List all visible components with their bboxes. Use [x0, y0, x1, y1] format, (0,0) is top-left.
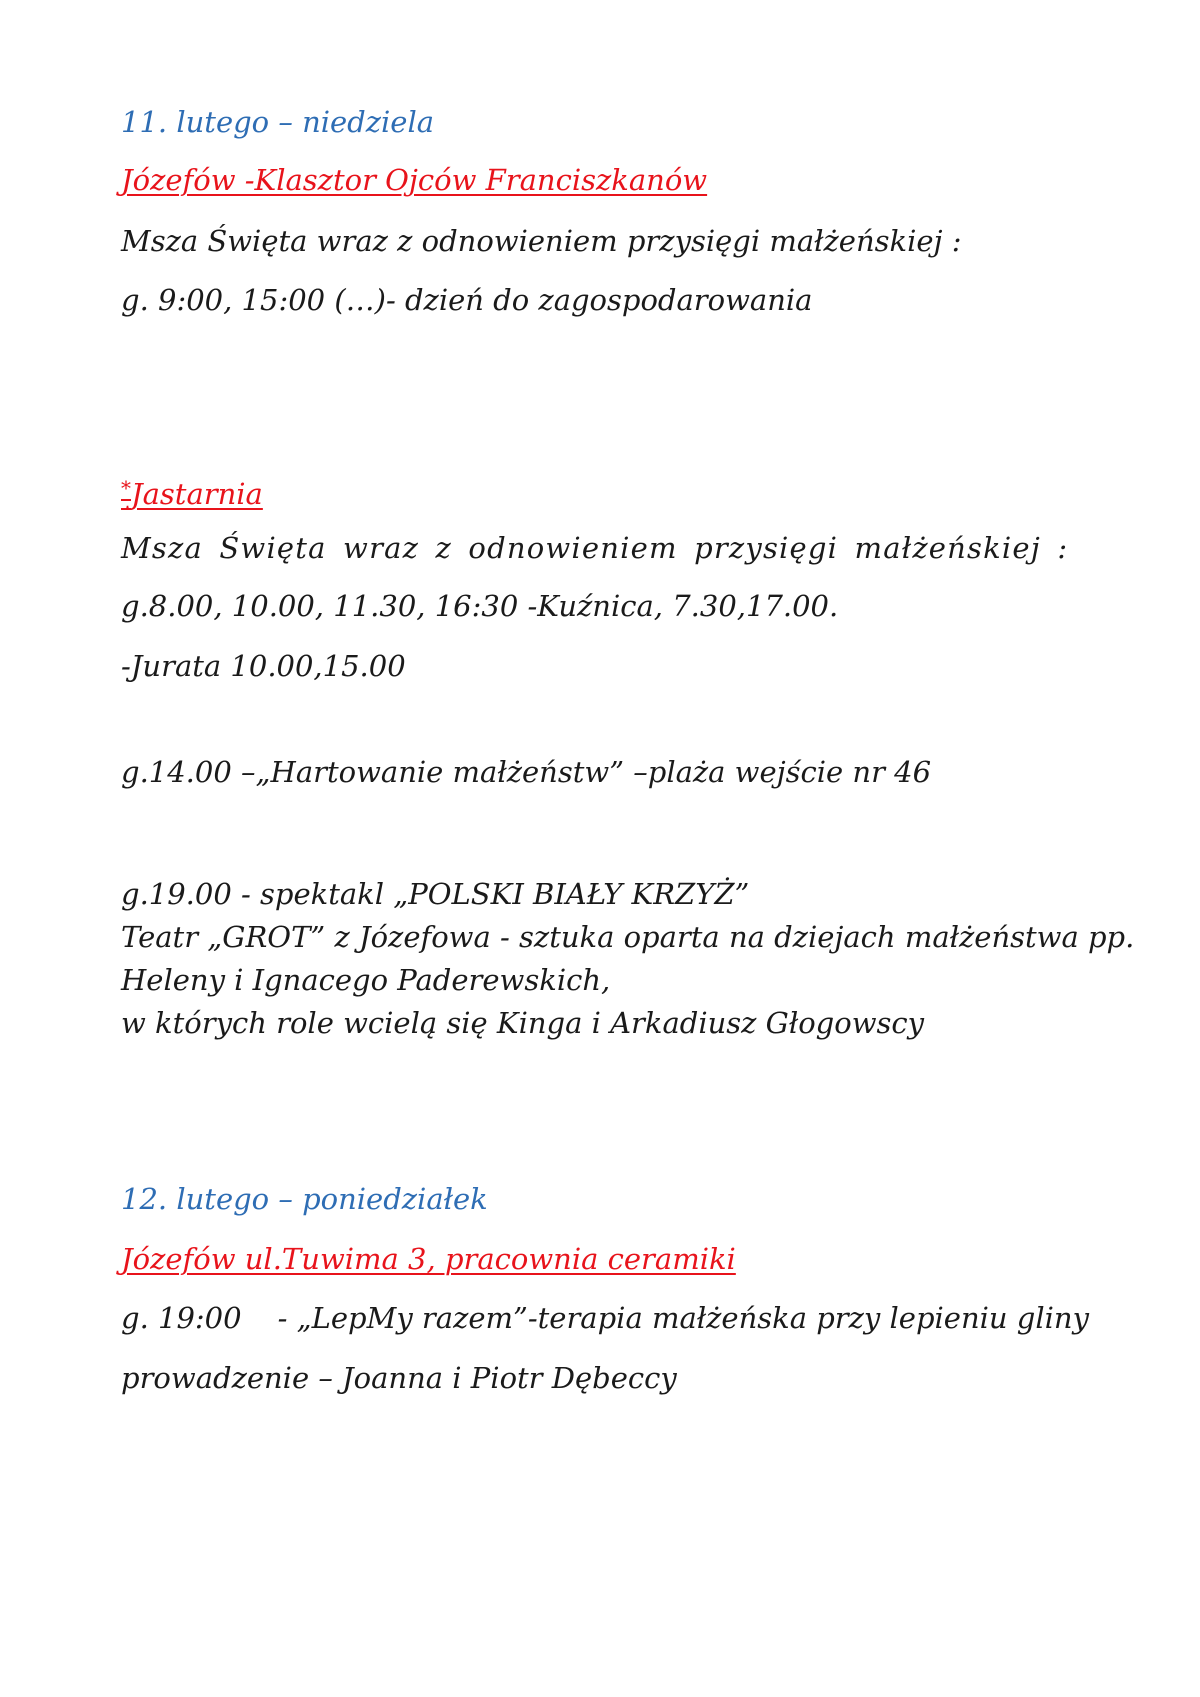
section1-date-heading: 11. lutego – niedziela: [121, 105, 435, 139]
section2-hartowanie-line: g.14.00 –„Hartowanie małżeństw” –plaża wejście nr 46: [121, 755, 932, 789]
section2-spektakl-line: g.19.00 - spektakl „POLSKI BIAŁY KRZYŻ”: [121, 877, 750, 911]
section2-jurata-line: -Jurata 10.00,15.00: [121, 649, 406, 683]
asterisk-mark: *: [121, 476, 131, 500]
section1-hours-line: g. 9:00, 15:00 (…)- dzień do zagospodarowania: [121, 283, 813, 317]
section2-hours-line: g.8.00, 10.00, 11.30, 16:30 -Kuźnica, 7.30,17.00.: [121, 589, 839, 623]
section2-mass-line: Msza Święta wraz z odnowieniem przysięgi małżeńskiej :: [121, 531, 1069, 565]
section3-location: Józefów ul.Tuwima 3, pracownia ceramiki: [121, 1242, 736, 1276]
section3-event-line-2: prowadzenie – Joanna i Piotr Dębeccy: [121, 1361, 677, 1395]
section3-event-time: g. 19:00: [121, 1301, 242, 1335]
section3-event-desc: - „LepMy razem”-terapia małżeńska przy lepieniu gliny: [277, 1301, 1089, 1335]
section2-teatr-line: Teatr „GROT” z Józefowa - sztuka oparta na dziejach małżeństwa pp.: [121, 920, 1135, 954]
section2-location-label: Jastarnia: [131, 477, 263, 511]
section1-location: Józefów -Klasztor Ojców Franciszkanów: [121, 163, 708, 197]
section3-date-heading: 12. lutego – poniedziałek: [121, 1182, 488, 1216]
section2-heleny-line: Heleny i Ignacego Paderewskich,: [121, 963, 611, 997]
section2-location: [121, 469, 263, 513]
section3-event-line: [121, 1299, 1089, 1337]
section1-mass-line: Msza Święta wraz z odnowieniem przysięgi małżeńskiej :: [121, 224, 962, 258]
section2-role-line: w których role wcielą się Kinga i Arkadiusz Głogowscy: [121, 1006, 925, 1040]
